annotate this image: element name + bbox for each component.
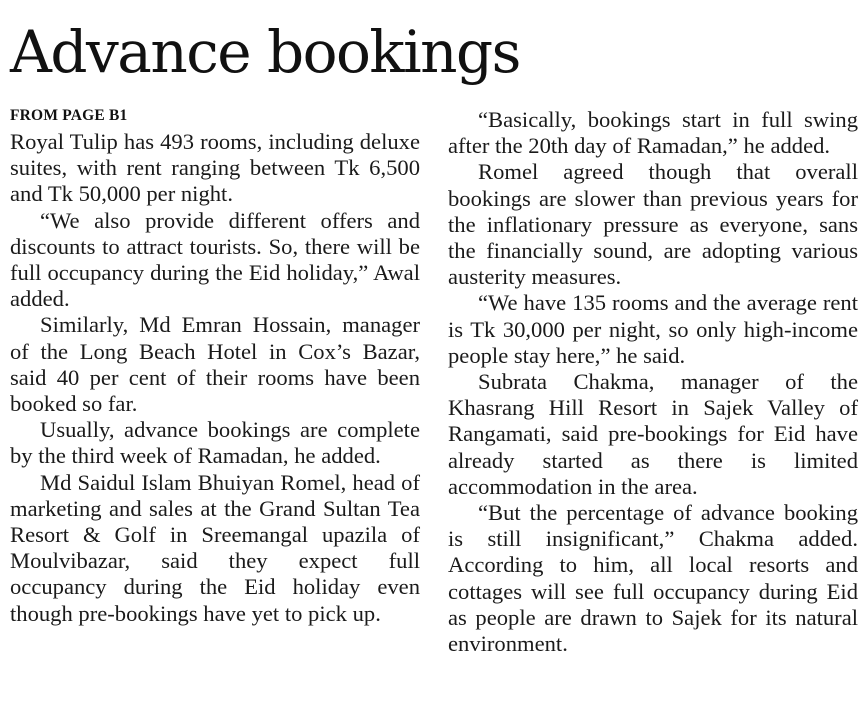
paragraph: “We also provide different offers and discounts to attract tourists. So, there will be full occupancy during the Eid holiday,” Awal added.	[10, 207, 420, 312]
paragraph: “Basically, bookings start in full swing after the 20th day of Ramadan,” he added.	[448, 107, 858, 159]
right-column	[448, 107, 858, 657]
paragraph: “But the percentage of advance booking is still insignificant,” Chakma added. According to him, all local resorts and cottages will see full occupancy during Eid as people are drawn to Sajek for its natural environment.	[448, 500, 858, 657]
paragraph: Romel agreed though that overall bookings are slower than previous years for the inflationary pressure as everyone, sans the financially sound, are adopting various austerity measures.	[448, 159, 858, 290]
continuation-kicker: FROM PAGE B1	[10, 107, 128, 124]
paragraph: “We have 135 rooms and the average rent is Tk 30,000 per night, so only high-income people stay here,” he said.	[448, 290, 858, 368]
headline: Advance bookings	[10, 18, 520, 86]
paragraph: Royal Tulip has 493 rooms, including deluxe suites, with rent ranging between Tk 6,500 and Tk 50,000 per night.	[10, 129, 420, 207]
paragraph: Usually, advance bookings are complete by the third week of Ramadan, he added.	[10, 417, 420, 469]
paragraph: Subrata Chakma, manager of the Khasrang Hill Resort in Sajek Valley of Rangamati, said pre-bookings for Eid have already started as there is limited accommodation in the area.	[448, 369, 858, 499]
paragraph: Similarly, Md Emran Hossain, manager of the Long Beach Hotel in Cox’s Bazar, said 40 per cent of their rooms have been booked so far.	[10, 312, 420, 417]
left-column	[10, 107, 420, 627]
paragraph: Md Saidul Islam Bhuiyan Romel, head of marketing and sales at the Grand Sultan Tea Resort & Golf in Sreemangal upazila of Moulvibazar, said they expect full occupancy during the Eid holiday even though pre-bookings have yet to pick up.	[10, 469, 420, 626]
